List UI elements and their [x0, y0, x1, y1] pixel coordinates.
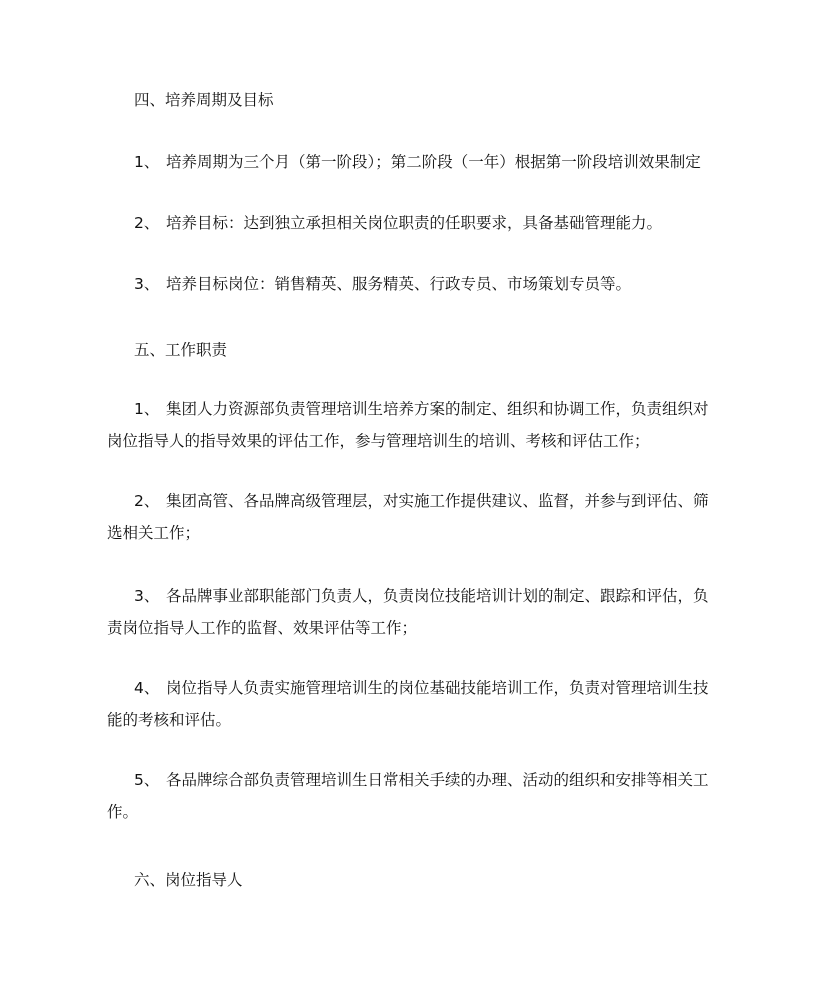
item-text: 集团人力资源部负责管理培训生培养方案的制定、组织和协调工作，负责组织对 [166, 400, 709, 418]
item-number: 1、 [134, 400, 160, 418]
item-text: 作。 [107, 803, 139, 821]
item-text: 选相关工作； [107, 524, 201, 542]
item-text: 责岗位指导人工作的监督、效果评估等工作； [107, 619, 418, 637]
item-number: 4、 [134, 679, 160, 697]
item-text: 各品牌综合部负责管理培训生日常相关手续的办理、活动的组织和安排等相关工 [166, 771, 709, 789]
item-text: 集团高管、各品牌高级管理层，对实施工作提供建议、监督，并参与到评估、筛 [166, 492, 709, 510]
item-number: 2、 [134, 214, 160, 232]
item-number: 1、 [134, 153, 160, 171]
item-text: 岗位指导人的指导效果的评估工作，参与管理培训生的培训、考核和评估工作； [107, 432, 650, 450]
section-heading: 四、培养周期及目标 [134, 91, 274, 109]
item-text: 各品牌事业部职能部门负责人，负责岗位技能培训计划的制定、跟踪和评估，负 [166, 587, 709, 605]
section-heading: 六、岗位指导人 [134, 871, 243, 889]
item-number: 3、 [134, 587, 160, 605]
section-heading: 五、工作职责 [134, 341, 228, 359]
item-text: 能的考核和评估。 [107, 711, 232, 729]
item-text: 岗位指导人负责实施管理培训生的岗位基础技能培训工作，负责对管理培训生技 [166, 679, 709, 697]
item-number: 5、 [134, 771, 160, 789]
item-text: 培养目标岗位：销售精英、服务精英、行政专员、市场策划专员等。 [166, 275, 632, 293]
item-number: 3、 [134, 275, 160, 293]
item-text: 培养目标：达到独立承担相关岗位职责的任职要求，具备基础管理能力。 [166, 214, 663, 232]
item-number: 2、 [134, 492, 160, 510]
item-text: 培养周期为三个月（第一阶段）；第二阶段（一年）根据第一阶段培训效果制定 [166, 153, 701, 171]
